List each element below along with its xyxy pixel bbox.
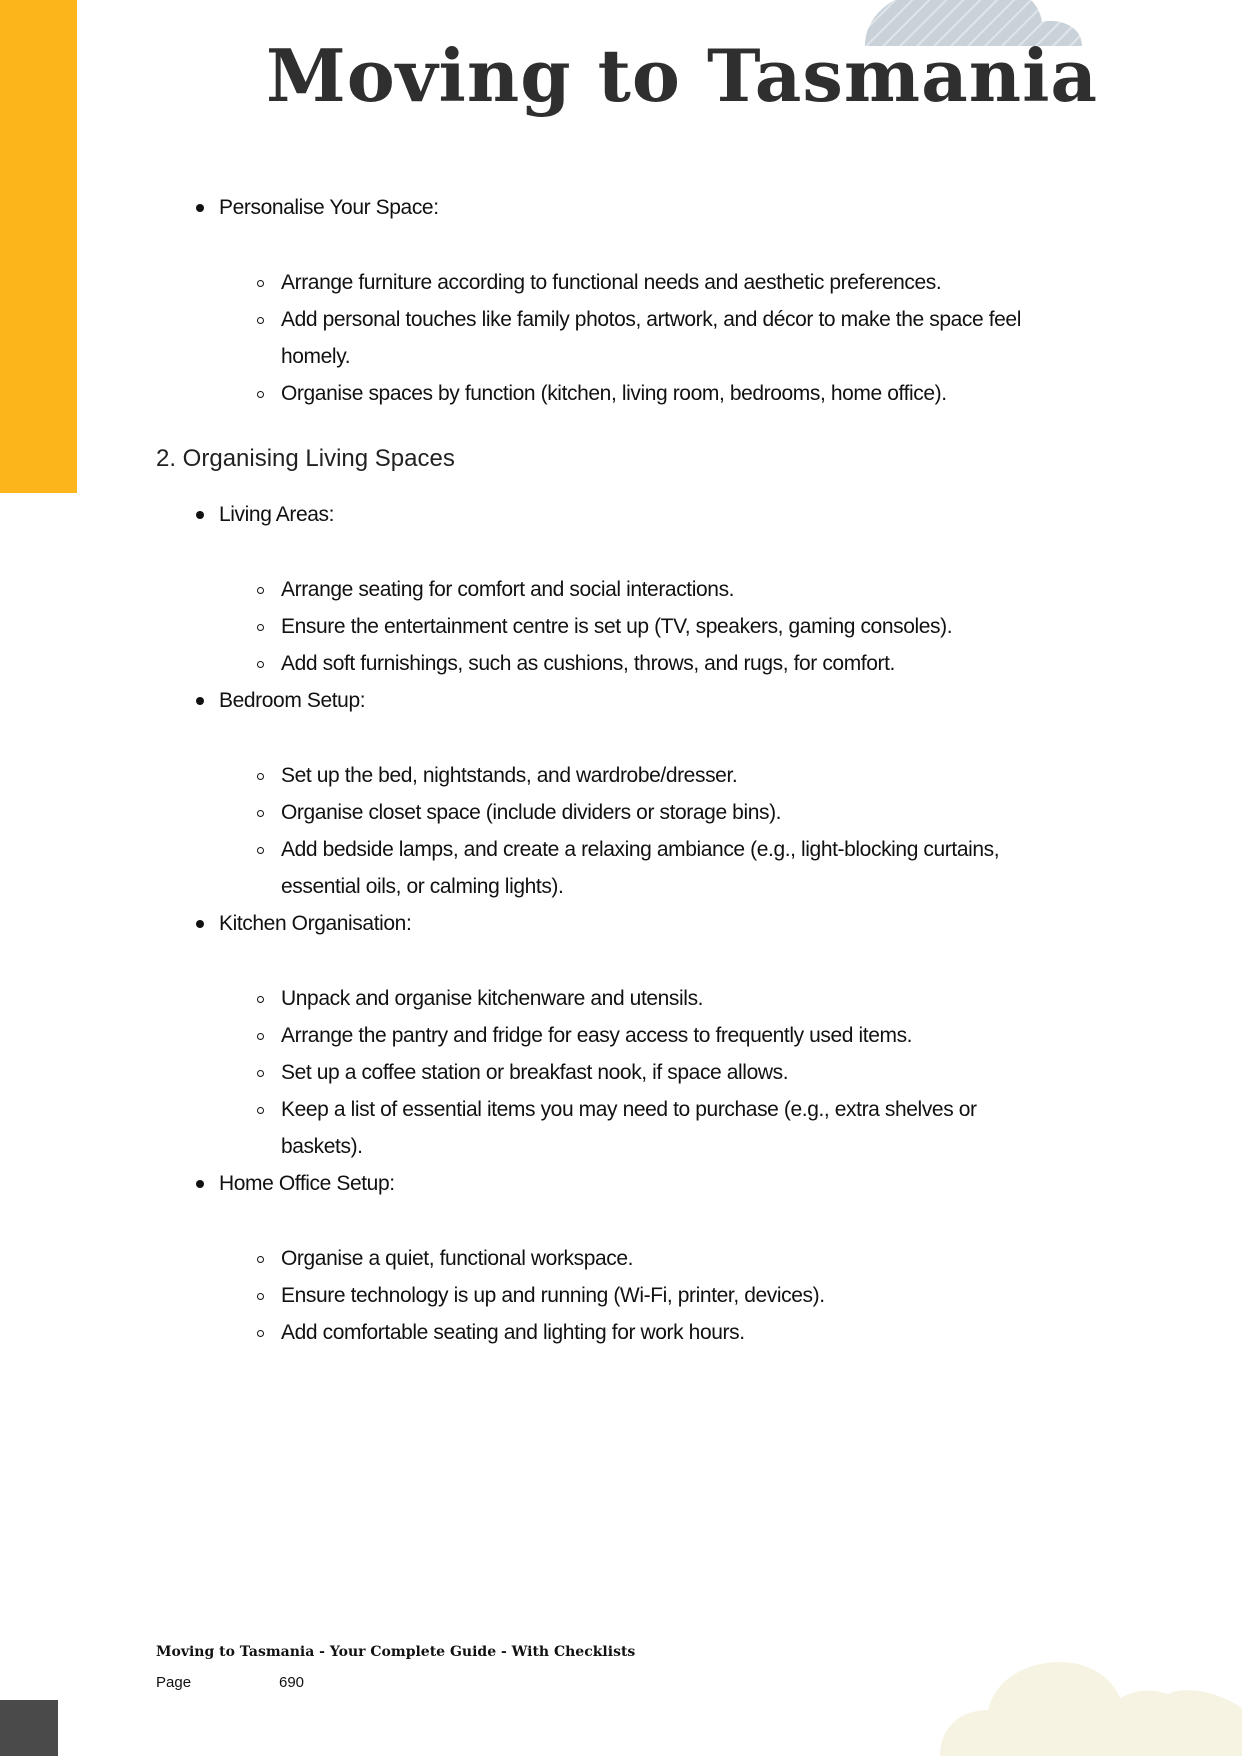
sub-bullet-icon <box>257 280 264 287</box>
footer-page-number: 690 <box>279 1674 305 1691</box>
sub-bullet-icon <box>257 773 264 780</box>
list-subitem: Unpack and organise kitchenware and utensils. <box>281 987 704 1010</box>
list-subitem: Add soft furnishings, such as cushions, throws, and rugs, for comfort. <box>281 652 895 675</box>
accent-side-bar <box>0 0 77 493</box>
list-subitem: Add comfortable seating and lighting for work hours. <box>281 1321 745 1344</box>
sub-bullet-icon <box>257 624 264 631</box>
list-subitem: Arrange the pantry and fridge for easy access to frequently used items. <box>281 1024 913 1047</box>
sub-bullet-icon <box>257 1033 264 1040</box>
list-subitem: Ensure the entertainment centre is set up (TV, speakers, gaming consoles). <box>281 615 953 638</box>
sub-bullet-icon <box>257 847 264 854</box>
bullet-icon <box>196 920 204 928</box>
list-item-heading: Home Office Setup: <box>219 1172 395 1195</box>
bullet-icon <box>196 204 204 212</box>
list-subitem: Ensure technology is up and running (Wi-Fi, printer, devices). <box>281 1284 825 1307</box>
bullet-icon <box>196 511 204 519</box>
sub-bullet-icon <box>257 1107 264 1114</box>
list-subitem: Set up a coffee station or breakfast nook, if space allows. <box>281 1061 789 1084</box>
list-subitem: baskets). <box>281 1135 363 1158</box>
list-item-heading: Living Areas: <box>219 503 335 526</box>
list-subitem: homely. <box>281 345 351 368</box>
cloud-bottom-decoration <box>940 1658 1242 1756</box>
list-item-heading: Bedroom Setup: <box>219 689 366 712</box>
list-item-heading: Personalise Your Space: <box>219 196 439 219</box>
sub-bullet-icon <box>257 661 264 668</box>
page-title: Moving to Tasmania <box>266 33 1099 118</box>
list-item-heading: Kitchen Organisation: <box>219 912 412 935</box>
list-subitem: Organise a quiet, functional workspace. <box>281 1247 634 1270</box>
footer-page-label: Page <box>156 1674 192 1691</box>
list-subitem: Add bedside lamps, and create a relaxing ambiance (e.g., light-blocking curtains, <box>281 838 1000 861</box>
sub-bullet-icon <box>257 810 264 817</box>
list-subitem: Add personal touches like family photos, artwork, and décor to make the space feel <box>281 308 1021 331</box>
list-subitem: Arrange furniture according to functional needs and aesthetic preferences. <box>281 271 942 294</box>
corner-block-decoration <box>0 1700 58 1756</box>
sub-bullet-icon <box>257 1256 264 1263</box>
sub-bullet-icon <box>257 1070 264 1077</box>
list-subitem: Organise spaces by function (kitchen, living room, bedrooms, home office). <box>281 382 947 405</box>
bullet-icon <box>196 1180 204 1188</box>
list-subitem: Keep a list of essential items you may need to purchase (e.g., extra shelves or <box>281 1098 977 1121</box>
sub-bullet-icon <box>257 996 264 1003</box>
sub-bullet-icon <box>257 317 264 324</box>
list-subitem: essential oils, or calming lights). <box>281 875 564 898</box>
sub-bullet-icon <box>257 587 264 594</box>
list-subitem: Arrange seating for comfort and social interactions. <box>281 578 735 601</box>
list-subitem: Set up the bed, nightstands, and wardrobe/dresser. <box>281 764 738 787</box>
sub-bullet-icon <box>257 391 264 398</box>
sub-bullet-icon <box>257 1293 264 1300</box>
sub-bullet-icon <box>257 1330 264 1337</box>
section-heading: 2. Organising Living Spaces <box>156 445 455 472</box>
footer-guide-title: Moving to Tasmania - Your Complete Guide - With Checklists <box>156 1644 636 1660</box>
bullet-icon <box>196 697 204 705</box>
list-subitem: Organise closet space (include dividers or storage bins). <box>281 801 782 824</box>
